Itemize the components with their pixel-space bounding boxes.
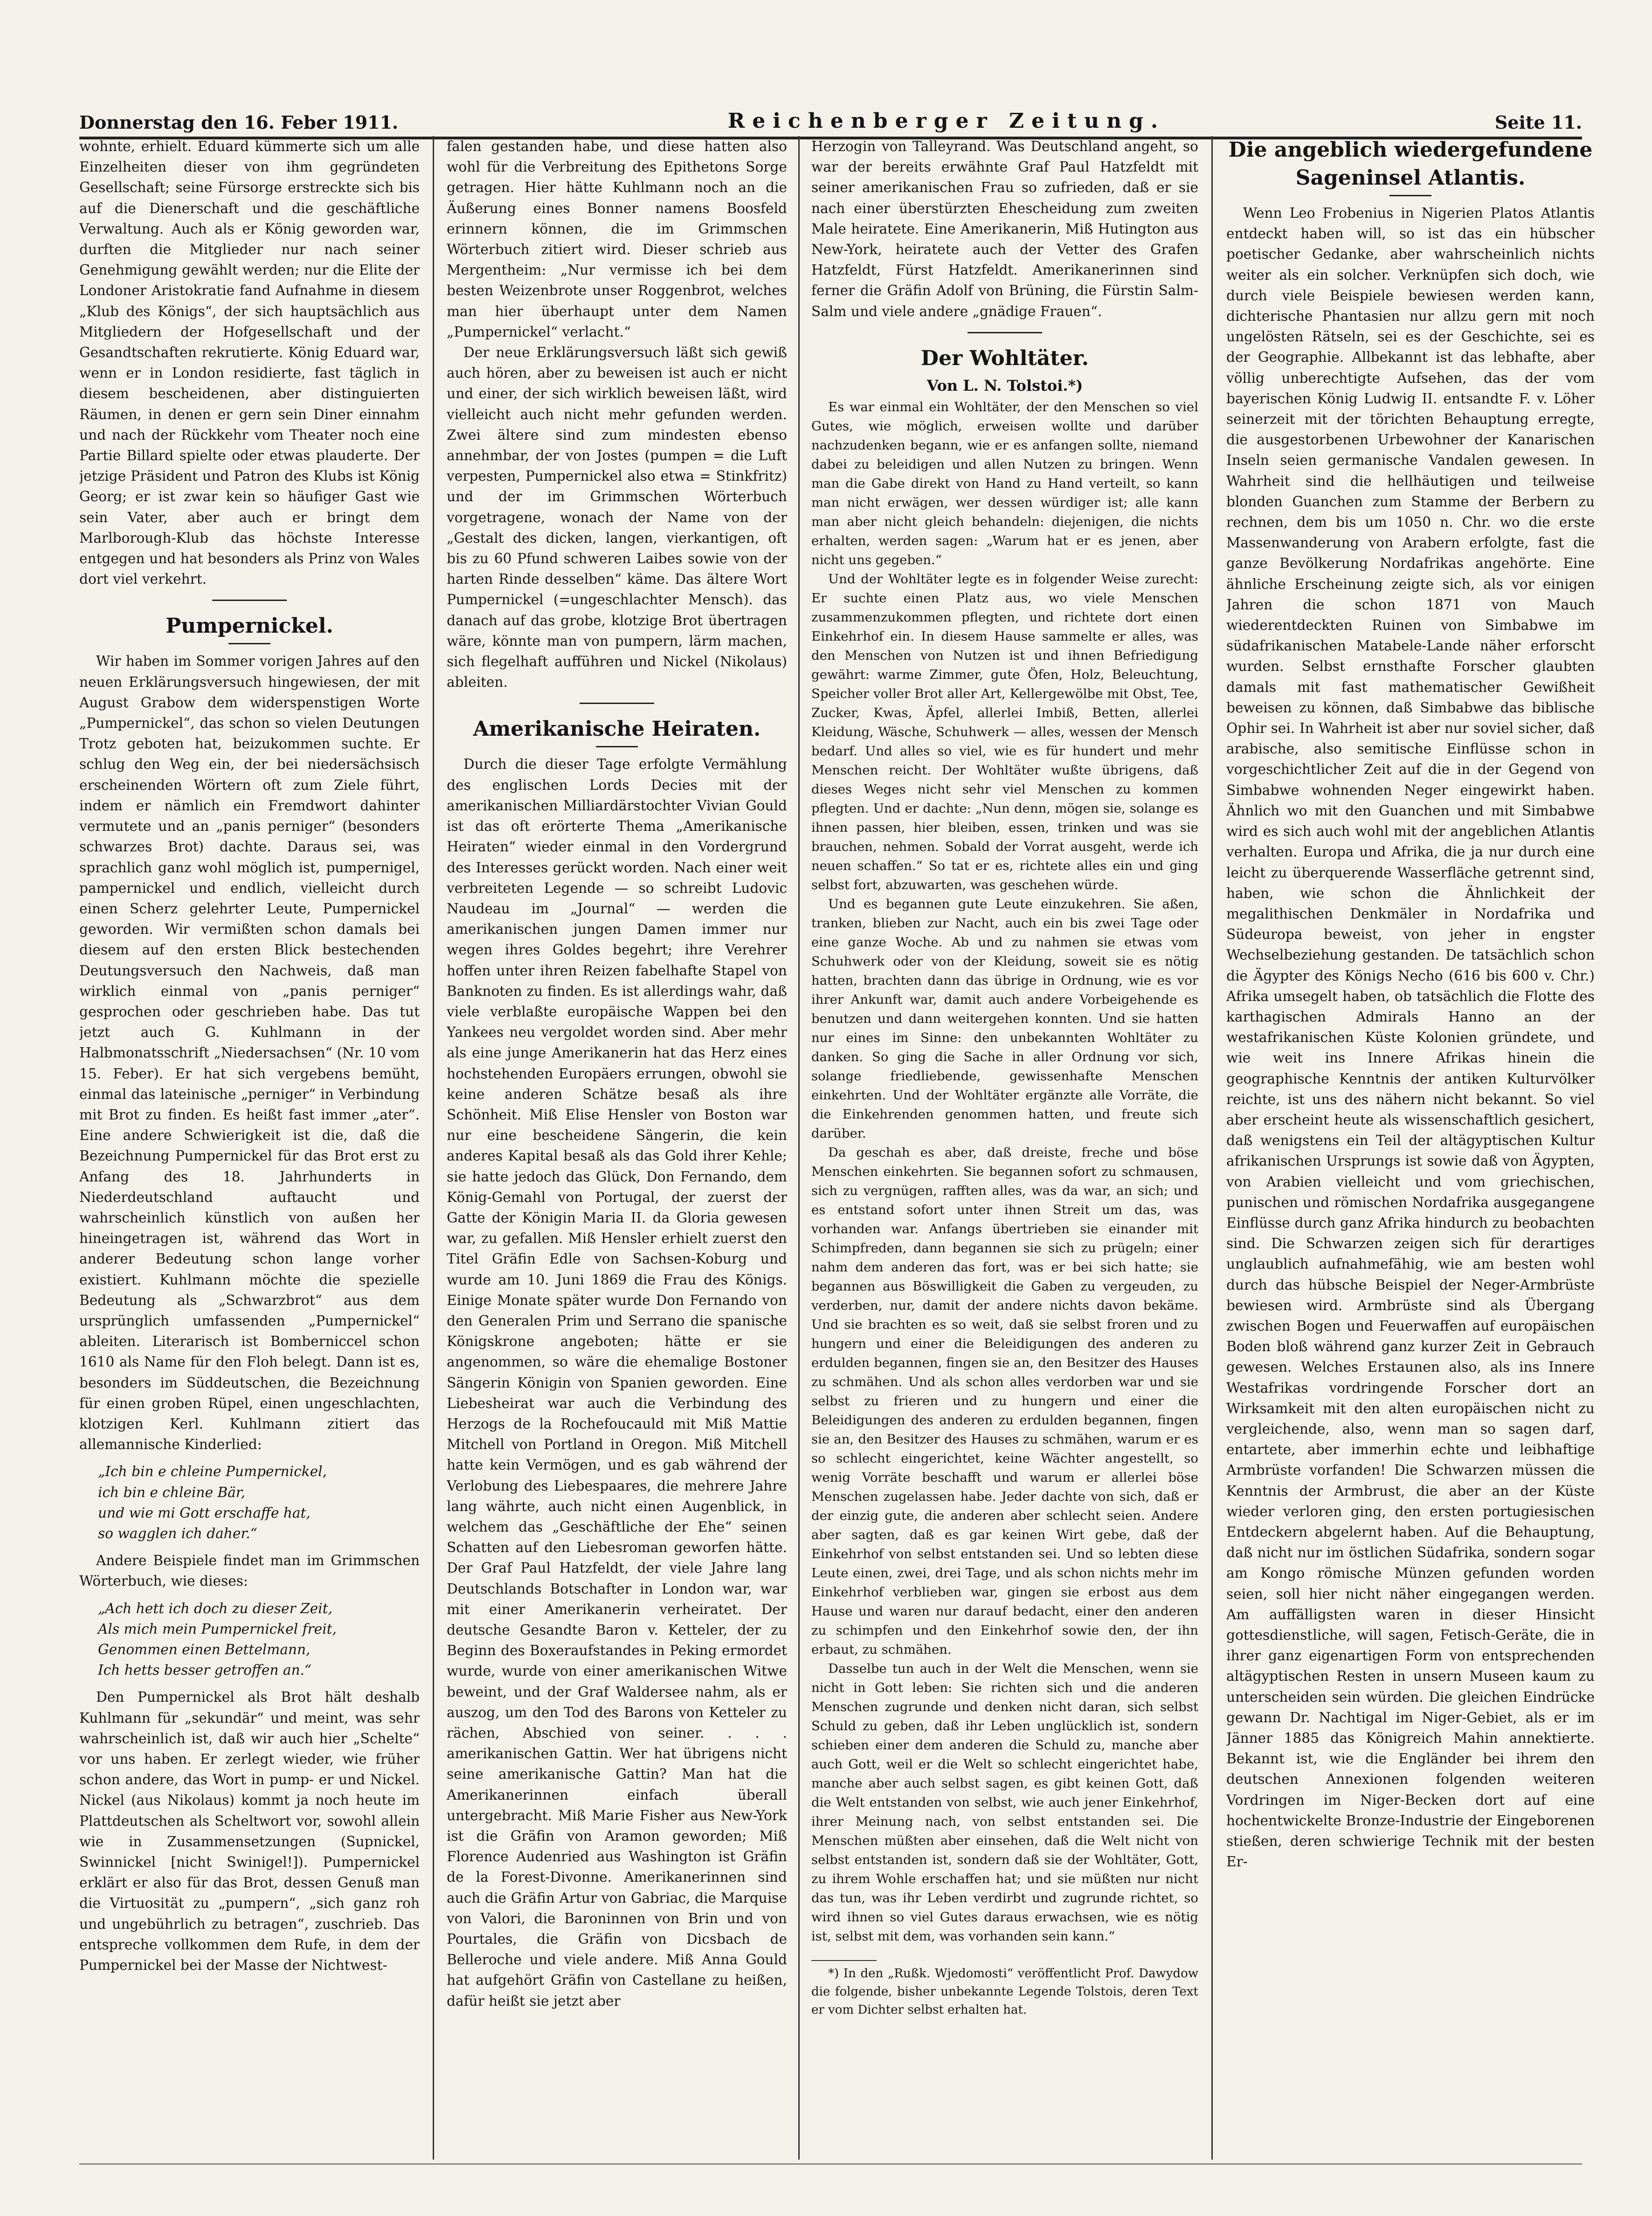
article-text: Da geschah es aber, daß dreiste, freche und böse Menschen einkehrten. Sie begannen sofort zu schmausen, sich zu vergnügen, rafften alles, was da war, an sich; und es entstand sofort unter ihnen Streit um das, was vorhanden war. Anfangs übertrieben sie einander mit Schimpfreden, dann begannen sie sich zu prügeln; einer nahm dem anderen das fort, was er bei sich hatte; sie begannen aus Böswilligkeit die Gaben zu vergeuden, zu verderben, nur, damit der andere nichts davon bekäme. Und sie brachten es so weit, daß sie selbst froren und zu hungern und einer die Beleidigungen des anderen zu erdulden begannen, fingen sie an, den Besitzer des Hauses zu schmähen. Und als schon alles verdorben war und sie selbst zu frieren und zu hungern und einer die Beleidigungen des anderen zu erdulden begannen, fingen sie an, den Besitzer des Hauses zu schmähen, warum er es so schlecht eingerichtet, keine Wächter angestellt, so wenig Vorräte beschafft und warum er allerlei böse Menschen zugelassen habe. Jeder dachte von sich, daß er der einzig gute, die anderen aber schlecht seien. Andere aber sagten, daß es gar keinen Wirt gebe, daß der Einkehrhof von selbst entstanden sei. Und so lebten diese Leute einen, zwei, drei Tage, und als schon nichts mehr im Einkehrhof verblieben war, gingen sie erbost aus dem Hause und waren nur darauf bedacht, einer den anderen zu schimpfen und den Einkehrhof sowie den, der ihn erbaut, zu schmähen. — [811, 1145, 1198, 1657]
verse-line: „Ich bin e chleine Pumpernickel, — [98, 1464, 327, 1480]
article-heading-wohltaeter: Der Wohltäter. — [920, 346, 1089, 370]
footnote-rule — [811, 1960, 877, 1961]
verse-line: ich bin e chleine Bär, — [98, 1484, 246, 1500]
verse-line: und wie mi Gott erschaffe hat, — [98, 1505, 311, 1521]
article-text: Andere Beispiele findet man im Grimmschen Wörterbuch, wie dieses: — [79, 1553, 420, 1589]
article-text: Und es begannen gute Leute einzukehren. Sie aßen, tranken, blieben zur Nacht, auch ein bis zwei Tage oder eine ganze Woche. Ab und zu nahmen sie etwas vom Schuhwerk oder von der Kleidung, soweit sie es nötig hatten, brachten dann das übrige in Ordnung, wie es vor ihrer Ankunft war, damit auch andere Vorbeigehende es benutzen und dann weitergehen konnten. Und sie hatten nur eines im Sinne: den unbekannten Wohltäter zu danken. So ging die Sache in aller Ordnung vor sich, solange friedliebende, gewissenhafte Menschen einkehrten. Und der Wohltäter ergänzte alle Vorräte, die die Einkehrenden genommen hatten, und freute sich darüber. — [811, 896, 1198, 1141]
article-text: Wir haben im Sommer vorigen Jahres auf den neuen Erklärungsversuch hingewiesen, der mit August Grabow dem widerspenstigen Worte „Pumpernickel“, das schon so vielen Deutungen Trotz geboten hat, beizukommen suchte. Er schlug den Weg ein, der bei niedersächsisch erscheinenden Wörtern oft zum Ziele führt, indem er nämlich ein Fremdwort dahinter vermutete und an „panis perniger“ (besonders schwarzes Brot) dachte. Daraus sei, was sprachlich ganz wohl möglich ist, pumpernigel, pampernickel und endlich, vielleicht durch einen Scherz gelehrter Leute, Pumpernickel geworden. Wir vermißten schon damals bei diesem auf den ersten Blick bestechenden Deutungsversuch den Nachweis, daß man wirklich einmal von „panis perniger“ gesprochen oder geschrieben habe. Das tut jetzt auch G. Kuhlmann in der Halbmonatsschrift „Niedersachsen“ (Nr. 10 vom 15. Feber). Er hat sich vergebens bemüht, einmal das lateinische „perniger“ in Verbindung mit Brot zu finden. Es heißt fast immer „ater“. Eine andere Schwierigkeit ist die, daß die Bezeichnung Pumpernickel für das Brot erst zu Anfang des 18. Jahrhunderts in Niederdeutschland auftaucht und wahrscheinlich künstlich von außen her hineingetragen ist, während das Wort in anderer Bedeutung schon lange vorher existiert. Kuhlmann möchte die spezielle Bedeutung als „Schwarzbrot“ aus dem ursprünglich umfassenden „Pumpernickel“ ableiten. Literarisch ist Bomberniccel schon 1610 als Name für den Floh belegt. Dann ist es, besonders im Süddeutschen, die Bezeichnung für einen groben Rüpel, einen ungeschlachten, klotzigen Kerl. Kuhlmann zitiert das allemannische Kinderlied: — [79, 653, 420, 1453]
article-byline: Von L. N. Tolstoi.*) — [926, 376, 1083, 394]
verse-line: Genommen einen Bettelmann, — [98, 1642, 311, 1658]
verse-line: Als mich mein Pumpernickel freit, — [98, 1621, 337, 1637]
article-text: falen gestanden habe, und diese hatten also wohl für die Verbreitung des Epithetons Sorge getragen. Hier hätte Kuhlmann noch an die Äußerung eines Bonner namens Boosfeld erinnern können, die im Grimmschen Wörterbuch zitiert wird. Dieser schrieb aus Mergentheim: „Nur vermisse ich bei dem besten Weizenbrote unser Roggenbrot, welches man hier überhaupt unter dem Namen „Pumpernickel“ verlacht.“ — [447, 138, 787, 340]
article-text: Durch die dieser Tage erfolgte Vermählung des englischen Lords Decies mit der amerikanischen Milliardärstochter Vivian Gould ist das oft erörterte Thema „Amerikanische Heiraten“ wieder einmal in den Vordergrund des Interesses gerückt worden. Nach einer weit verbreiteten Legende — so schreibt Ludovic Naudeau im „Journal“ — werden die amerikanischen jungen Damen immer nur wegen ihres Goldes begehrt; ihre Verehrer hoffen unter ihren Reizen fabelhafte Stapel von Banknoten zu finden. Es ist allerdings wahr, daß viele verblaßte europäische Wappen bei den Yankees neu vergoldet worden sind. Aber mehr als eine junge Amerikanerin hat das Herz eines hochstehenden Europäers errungen, obwohl sie keine anderen Schätze besaß als ihre Schönheit. Miß Elise Hensler von Boston war nur eine bescheidene Sängerin, die kein anderes Kapital besaß als das Gold ihrer Kehle; sie hatte jedoch das Glück, Don Fernando, dem König-Gemahl von Portugal, der zuerst der Gatte der Königin Maria II. da Gloria gewesen war, zu gefallen. Miß Hensler erhielt zuerst den Titel Gräfin Edle von Sachsen-Koburg und wurde am 10. Juni 1869 die Frau des Königs. Einige Monate später wurde Don Fernando von den Generalen Prim und Serrano die spanische Königskrone angeboten; hätte er sie angenommen, so wäre die ehemalige Bostoner Sängerin Königin von Spanien geworden. Eine Liebesheirat war auch die Verbindung des Herzogs de la Rochefoucauld mit Miß Mattie Mitchell von Portland in Oregon. Miß Mitchell hatte kein Vermögen, und es gab während der Verlobung des Liebespaares, die mehrere Jahre lang währte, auch nicht einen Augenblick, in welchem das „Geschäftliche der Ehe“ seinen Schatten auf den Liebesroman geworfen hätte. Der Graf Paul Hatzfeldt, der viele Jahre lang Deutschlands Botschafter in London war, war mit einer Amerikanerin verheiratet. Der deutsche Gesandte Baron v. Ketteler, der zu Beginn des Boxeraufstandes in Peking ermordet wurde, wurde von einer amerikanischen Witwe beweint, und der Graf Waldersee nahm, als er auszog, um den Tod des Barons von Ketteler zu rächen, Abschied von seiner. . . . amerikanischen Gattin. Wer hat übrigens nicht seine amerikanische Gattin? Man hat die Amerikanerinnen einfach überall untergebracht. Miß Marie Fisher aus New-York ist die Gräfin von Aramon geworden; Miß Florence Audenried aus Washington ist Gräfin de la Forest-Divonne. Amerikanerinnen sind auch die Gräfin Artur von Gabriac, die Marquise von Valori, die Baroninnen von Brin und von Pourtales, die Gräfin von Dicsbach de Belleroche und viele andere. Miß Anna Gould hat aufgehört Gräfin von Castellane zu heißen, dafür heißt sie jetzt aber — [447, 756, 787, 2009]
column-1 — [79, 136, 420, 2160]
article-heading-pumpernickel: Pumpernickel. — [166, 614, 333, 638]
verse-line: Ich hetts besser getroffen an.“ — [98, 1662, 312, 1678]
column-3 — [811, 136, 1198, 2160]
article-heading-atlantis: Die angeblich wiedergefundene Sageninsel Atlantis. — [1228, 138, 1593, 190]
article-text: Den Pumpernickel als Brot hält deshalb Kuhlmann für „sekundär“ und meint, was sehr wahrscheinlich ist, daß wir auch hier „Schelte“ vor uns haben. Er zerlegt wieder, wie früher schon andere, das Wort in pump- er und Nickel. Nickel (aus Nikolaus) kommt ja noch heute im Plattdeutschen als Scheltwort vor, sowohl allein wie in Zusammensetzungen (Supnickel, Swinnickel [nicht Swinigel!]). Pumpernickel erklärt er also für das Brot, dessen Genuß man die Virtuosität zu „pumpern“, „sich ganz roh und ungebührlich zu betragen“, zuschrieb. Das entspreche vollkommen dem Rufe, in dem der Pumpernickel bei der Masse der Nichtwest- — [79, 1689, 420, 1974]
article-separator — [212, 600, 287, 601]
heading-rule — [228, 643, 270, 644]
article-text: Herzogin von Talleyrand. Was Deutschland angeht, so war der bereits erwähnte Graf Paul Hatzfeldt mit seiner amerikanischen Frau so zufrieden, daß er sie nach einer überstürzten Ehescheidung zum zweiten Male heiratete. Eine Amerikanerin, Miß Hutington aus New-York, heiratete auch der Vetter des Grafen Hatzfeldt, Fürst Hatzfeldt. Amerikanerinnen sind ferner die Gräfin Adolf von Brüning, die Fürstin Salm-Salm und viele andere „gnädige Frauen“. — [811, 138, 1198, 319]
poem-verse — [98, 1598, 420, 1681]
page-bottom-edge — [79, 2163, 1582, 2165]
article-text: Wenn Leo Frobenius in Nigerien Platos Atlantis entdeckt haben will, so ist das ein hübscher poetischer Gedanke, aber wahrscheinlich nichts weiter als ein solcher. Verknüpfen sich doch, wie durch viele Beispiele bewiesen werden kann, dichterische Phantasien nur allzu gern mit noch ungelösten Rätseln, sei es der Geschichte, sei es der Geographie. Allbekannt ist das lebhafte, aber völlig unberechtigte Aufsehen, das der vom bayerischen König Ludwig II. entsandte F. v. Löher seinerzeit mit der törichten Behauptung erregte, die ausgestorbenen Urbewohner der Kanarischen Inseln seien germanische Vandalen gewesen. In Wahrheit sind die hellhäutigen und teilweise blonden Guanchen zum Stamme der Berbern zu rechnen, dem bis um 1050 n. Chr. wo die erste Massenwanderung von Arabern erfolgte, fast die ganze Bevölkerung Nordafrikas angehörte. Eine ähnliche Erscheinung zeigte sich, als vor einigen Jahren die schon 1871 von Mauch wiederentdeckten Ruinen von Simbabwe im südafrikanischen Matabele-Lande näher erforscht wurden. Selbst ernsthafte Forscher glaubten damals mit fast mathematischer Gewißheit beweisen zu können, daß Simbabwe das biblische Ophir sei. In Wahrheit ist aber nur soviel sicher, daß arabische, also semitische Einflüsse schon in vorgeschichtlicher Zeit auf die in der Gegend von Simbabwe wohnenden Neger eingewirkt haben. Ähnlich wo mit den Guanchen und mit Simbabwe wird es sich auch wohl mit der angeblichen Atlantis verhalten. Europa und Afrika, die ja nur durch eine leicht zu überquerende Wasserfläche getrennt sind, haben, wie schon die Ähnlichkeit der megalithischen Denkmäler in Nordafrika und Südeuropa beweist, von jeher in engster Wechselbeziehung gestanden. De tatsächlich schon die Ägypter des Königs Necho (616 bis 600 v. Chr.) Afrika umsegelt haben, ob tatsächlich die Flotte des karthagischen Admirals Hanno an der westafrikanischen Küste Kolonien gründete, und wie weit ins Innere Afrikas hinein die geographische Kenntnis der antiken Kulturvölker reichte, ist uns des nähern nicht bekannt. So viel aber erscheint heute als wissenschaftlich gesichert, daß wenigstens ein Teil der altägyptischen Kultur afrikanischen Ursprungs ist sowie daß von Ägypten, von Arabien vielleicht und vom griechischen, punischen und römischen Nordafrika ausgegangene Einflüsse durch ganz Afrika hindurch zu beobachten sind. Die Schwarzen zeigen sich für derartiges unglaublich aufnahmefähig, wie am besten wohl durch das hübsche Beispiel der Neger-Armbrüste bewiesen wird. Armbrüste sind als Übergang zwischen Bogen und Feuerwaffen auf europäischen Boden bloß während ganz kurzer Zeit in Gebrauch gewesen. Welches Erstaunen also, als ins Innere Westafrikas vordringende Forscher dort an Wirksamkeit mit den alten europäischen nicht zu vergleichende, also, wenn man so sagen darf, entartete, aber immerhin echte und leibhaftige Armbrüste vorfanden! Die Schwarzen müssen die Kenntnis der Armbrust, die aber an der Küste wieder verloren ging, den ersten portugiesischen Entdeckern abgelernt haben. Auf die Behauptung, daß nicht nur im östlichen Südafrika, sondern sogar am Kongo römische Münzen gefunden worden seien, soll hier nicht näher eingegangen werden. Am auffälligsten waren in dieser Hinsicht gottesdienstliche, will sagen, Fetisch-Geräte, die in ihrer ganz eigenartigen Form von entsprechenden altägyptischen Resten in unsern Museen kaum zu unterscheiden sein würden. Die gleichen Eindrücke gewann Dr. Nachtigal im Niger-Gebiet, als er im Jänner 1885 das Königreich Mahin annektierte. Bekannt ist, wie die Engländer bei ihrem den deutschen Annexionen folgenden weiteren Vordringen im Niger-Becken dort auf eine hochentwickelte Bronze-Industrie der Eingeborenen stießen, deren schwierige Technik mit der besten Er- — [1226, 205, 1595, 1870]
page-header — [79, 100, 1582, 139]
article-text: Es war einmal ein Wohltäter, der den Menschen so viel Gutes, wie möglich, erweisen wollte und darüber nachzudenken begann, wie er es anfangen sollte, niemand dabei zu beleidigen und allen Nutzen zu bringen. Wenn man die Gabe direkt von Hand zu Hand verteilt, so kann man nicht erwägen, wer dessen würdiger ist; alle kann man aber nicht gleich behandeln: diejenigen, die nichts erhalten, werden sagen: „Warum hat er es jenen, aber nicht uns gegeben.“ — [811, 399, 1198, 567]
page-number: Seite 11. — [1494, 112, 1582, 133]
column-divider — [433, 136, 434, 2160]
article-separator — [968, 332, 1042, 333]
issue-date: Donnerstag den 16. Feber 1911. — [79, 112, 399, 133]
column-4 — [1226, 136, 1595, 2160]
article-separator — [580, 703, 654, 704]
heading-rule — [596, 746, 638, 747]
article-text: wohnte, erhielt. Eduard kümmerte sich um alle Einzelheiten dieser von ihm gegründeten Gesellschaft; seine Fürsorge erstreckte sich bis auf die Dienerschaft und die geschäftliche Verwaltung. Auch als er König geworden war, durften die Mitglieder nur nach seiner Genehmigung gewählt werden; nur die Elite der Londoner Aristokratie fand Aufnahme in diesem „Klub des Königs“, der sich hauptsächlich aus Mitgliedern der Hofgesellschaft und der Gesandtschaften rekrutierte. König Eduard war, wenn er in London residierte, fast täglich in diesem bescheidenen, aber distinguierten Räumen, in denen er gern sein Diner einnahm und nach der Rückkehr vom Theater noch eine Partie Billard spielte oder etwas plauderte. Der jetzige Präsident und Patron des Klubs ist König Georg; er ist zwar kein so häufiger Gast wie sein Vater, aber auch er bringt dem Marlborough-Klub das höchste Interesse entgegen und hat besonders als Prinz von Wales dort viel verkehrt. — [79, 138, 420, 587]
verse-line: so wagglen ich daher.“ — [98, 1526, 257, 1541]
poem-verse — [98, 1461, 420, 1544]
heading-rule — [1389, 195, 1431, 196]
verse-line: „Ach hett ich doch zu dieser Zeit, — [98, 1600, 332, 1616]
article-heading-heiraten: Amerikanische Heiraten. — [473, 717, 761, 741]
column-2 — [447, 136, 787, 2160]
article-text: Der neue Erklärungsversuch läßt sich gewiß auch hören, aber zu beweisen ist auch er nicht und einer, der sich wirklich beweisen läßt, wird vielleicht auch nicht mehr gefunden werden. Zwei ältere sind zum mindesten ebenso annehmbar, der von Jostes (pumpen = die Luft verpesten, Pumpernickel also etwa = Stinkfritz) und der im Grimmschen Wörterbuch vorgetragene, wonach der Name von der „Gestalt des dicken, langen, vierkantigen, oft bis zu 60 Pfund schweren Laibes sowie von der harten Rinde desselben“ käme. Das ältere Wort Pumpernickel (=ungeschlachter Mensch). das danach auf das grobe, klotzige Brot übertragen wäre, könnte man von pumpern, lärm machen, sich flegelhaft aufführen und Nickel (Nikolaus) ableiten. — [447, 345, 787, 690]
footnote: *) In den „Rußk. Wjedomosti“ veröffentlicht Prof. Dawydow die folgende, bisher unbekannte Legende Tolstois, deren Text er vom Dichter selbst erhalten hat. — [811, 1966, 1198, 2017]
column-divider — [1211, 136, 1213, 2160]
column-divider — [798, 136, 800, 2160]
article-text: Und der Wohltäter legte es in folgender Weise zurecht: Er suchte einen Platz aus, wo viele Menschen zusammenzukommen pflegten, und richtete dort einen Einkehrhof ein. In diesem Hause sammelte er alles, was den Menschen von Nutzen ist und ihnen Befriedigung gewährt: warme Zimmer, gute Öfen, Holz, Beleuchtung, Speicher voller Brot aller Art, Kellergewölbe mit Obst, Tee, Zucker, Kwas, Äpfel, allerlei Imbiß, Betten, allerlei Kleidung, Wäsche, Schuhwerk — alles, wessen der Mensch bedarf. Und alles so viel, wie es für hundert und mehr Menschen reicht. Der Wohltäter wußte übrigens, daß dieses Weges nicht sehr viel Menschen zu kommen pflegten. Und er dachte: „Nun denn, mögen sie, solange es ihnen passen, hier bleiben, essen, trinken und was sie brauchen, nehmen. Sobald der Vorrat ausgeht, werde ich neuen schaffen.“ So tat er es, richtete alles ein und ging selbst fort, abzuwarten, was geschehen würde. — [811, 571, 1198, 892]
newspaper-title: Reichenberger Zeitung. — [727, 109, 1166, 133]
article-text: Dasselbe tun auch in der Welt die Menschen, wenn sie nicht in Gott leben: Sie richten sich und die anderen Menschen zugrunde und denken nicht daran, sich selbst Schuld zu geben, daß ihr Leben unglücklich ist, sondern schieben einer dem anderen die Schuld zu, manche aber auch Gott, weil er die Welt so schlecht eingerichtet habe, manche aber auch selbst sagen, es gibt keinen Gott, daß die Welt entstanden von selbst, wie auch jener Einkehrhof, ihrer Meinung nach, von selbst entstanden sei. Die Menschen müßten aber einsehen, daß die Welt nicht von selbst entstanden ist, sondern daß sie der Wohltäter, Gott, zu ihrem Wohle erschaffen hat; und sie müßten nur nicht das tun, was ihr Leben verdirbt und zugrunde richtet, so wird ihnen so viel Gutes daraus erwachsen, wie es nötig ist, selbst mit dem, was vorhanden sein kann.“ — [811, 1661, 1198, 1944]
